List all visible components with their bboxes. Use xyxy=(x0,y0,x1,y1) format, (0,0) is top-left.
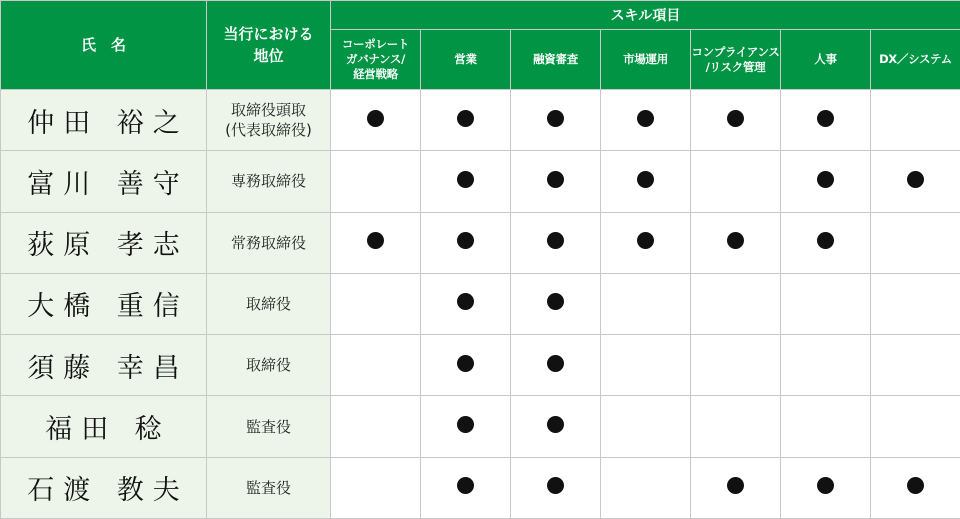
skill-cell xyxy=(421,457,511,518)
skill-cell xyxy=(421,396,511,457)
filled-circle-icon xyxy=(547,293,564,310)
skill-cell xyxy=(781,396,871,457)
skill-cell xyxy=(331,457,421,518)
skill-cell xyxy=(871,273,960,334)
skill-cell xyxy=(601,457,691,518)
skill-header-line: /リスク管理 xyxy=(705,59,766,74)
skill-cell xyxy=(781,335,871,396)
person-position xyxy=(207,151,331,212)
position-line1: 専務取締役 xyxy=(230,172,306,191)
table-row xyxy=(1,151,960,212)
skill-cell xyxy=(421,90,511,151)
skill-cell xyxy=(781,90,871,151)
skill-cell xyxy=(601,151,691,212)
header-row-top xyxy=(1,1,960,30)
filled-circle-icon xyxy=(547,477,564,494)
filled-circle-icon xyxy=(727,477,744,494)
role-header-line2: 地位 xyxy=(253,47,284,65)
person-name: 福田 稔 xyxy=(1,396,207,457)
role-column-header xyxy=(207,1,331,90)
position-line1: 常務取締役 xyxy=(230,233,306,252)
skill-cell xyxy=(511,457,601,518)
skill-header-line: 融資審査 xyxy=(533,52,578,66)
skill-cell xyxy=(691,212,781,273)
person-position xyxy=(207,396,331,457)
filled-circle-icon xyxy=(367,110,384,127)
skill-cell xyxy=(601,273,691,334)
filled-circle-icon xyxy=(637,232,654,249)
person-position xyxy=(207,212,331,273)
position-line2: (代表取締役) xyxy=(225,121,312,140)
person-name: 須藤 幸昌 xyxy=(1,335,207,396)
skill-header-hr xyxy=(781,30,871,90)
table-row xyxy=(1,457,960,518)
person-name: 荻原 孝志 xyxy=(1,212,207,273)
skill-cell xyxy=(511,212,601,273)
skill-header-line: DX／システム xyxy=(879,52,952,66)
skill-cell xyxy=(421,212,511,273)
skill-cell xyxy=(331,335,421,396)
skill-cell xyxy=(511,151,601,212)
filled-circle-icon xyxy=(637,171,654,188)
skill-cell xyxy=(601,212,691,273)
filled-circle-icon xyxy=(457,477,474,494)
filled-circle-icon xyxy=(817,110,834,127)
person-name: 石渡 教夫 xyxy=(1,457,207,518)
skill-header-dx-systems xyxy=(871,30,960,90)
skill-cell xyxy=(871,396,960,457)
filled-circle-icon xyxy=(907,171,924,188)
skill-cell xyxy=(331,151,421,212)
filled-circle-icon xyxy=(457,110,474,127)
person-position xyxy=(207,90,331,151)
skill-cell xyxy=(691,151,781,212)
person-name: 富川 善守 xyxy=(1,151,207,212)
filled-circle-icon xyxy=(817,171,834,188)
person-position xyxy=(207,335,331,396)
skill-header-line: コーポレート xyxy=(341,37,410,51)
person-name: 大橋 重信 xyxy=(1,273,207,334)
skill-header-compliance xyxy=(691,30,781,90)
matrix-body xyxy=(1,90,960,519)
position-line1: 取締役頭取 xyxy=(230,101,306,120)
person-position xyxy=(207,457,331,518)
position-line1: 監査役 xyxy=(245,478,291,497)
table-row xyxy=(1,90,960,151)
skills-group-header: スキル項目 xyxy=(331,1,960,30)
person-name: 仲田 裕之 xyxy=(1,90,207,151)
skill-cell xyxy=(871,457,960,518)
skill-cell xyxy=(601,90,691,151)
skill-cell xyxy=(871,335,960,396)
skill-header-line: ガバナンス/ xyxy=(346,52,405,66)
skill-cell xyxy=(781,457,871,518)
skill-header-credit-review xyxy=(511,30,601,90)
skill-cell xyxy=(511,396,601,457)
skill-cell xyxy=(331,396,421,457)
filled-circle-icon xyxy=(457,171,474,188)
skill-cell xyxy=(331,273,421,334)
skill-cell xyxy=(781,273,871,334)
skill-cell xyxy=(871,151,960,212)
filled-circle-icon xyxy=(907,477,924,494)
person-position xyxy=(207,273,331,334)
skill-header-line: 営業 xyxy=(454,52,477,66)
skill-cell xyxy=(331,212,421,273)
filled-circle-icon xyxy=(457,416,474,433)
table-row xyxy=(1,396,960,457)
filled-circle-icon xyxy=(817,477,834,494)
filled-circle-icon xyxy=(547,171,564,188)
table-row xyxy=(1,335,960,396)
filled-circle-icon xyxy=(547,355,564,372)
skill-cell xyxy=(421,273,511,334)
name-column-header: 氏 名 xyxy=(1,1,207,90)
skill-cell xyxy=(511,273,601,334)
table-row xyxy=(1,212,960,273)
skill-header-governance xyxy=(331,30,421,90)
skill-header-line: コンプライアンス xyxy=(691,44,780,59)
skill-cell xyxy=(781,151,871,212)
filled-circle-icon xyxy=(817,232,834,249)
skill-header-line: 経営戦略 xyxy=(353,67,398,81)
skill-cell xyxy=(871,90,960,151)
skill-cell xyxy=(691,273,781,334)
skill-cell xyxy=(691,335,781,396)
skill-header-sales xyxy=(421,30,511,90)
filled-circle-icon xyxy=(457,355,474,372)
filled-circle-icon xyxy=(727,232,744,249)
skill-cell xyxy=(601,396,691,457)
skill-header-line: 市場運用 xyxy=(623,52,668,66)
skill-cell xyxy=(781,212,871,273)
filled-circle-icon xyxy=(547,110,564,127)
filled-circle-icon xyxy=(457,293,474,310)
skill-cell xyxy=(691,90,781,151)
position-line1: 取締役 xyxy=(245,294,291,313)
skill-cell xyxy=(421,335,511,396)
skill-cell xyxy=(421,151,511,212)
skill-cell xyxy=(691,457,781,518)
skill-cell xyxy=(331,90,421,151)
skill-cell xyxy=(871,212,960,273)
filled-circle-icon xyxy=(457,232,474,249)
filled-circle-icon xyxy=(547,232,564,249)
skill-cell xyxy=(601,335,691,396)
filled-circle-icon xyxy=(727,110,744,127)
skill-header-line: 人事 xyxy=(814,52,837,66)
position-line1: 監査役 xyxy=(245,417,291,436)
filled-circle-icon xyxy=(547,416,564,433)
skill-header-market-operations xyxy=(601,30,691,90)
filled-circle-icon xyxy=(637,110,654,127)
skill-cell xyxy=(691,396,781,457)
role-header-line1: 当行における xyxy=(223,25,314,43)
skill-cell xyxy=(511,90,601,151)
position-line1: 取締役 xyxy=(245,356,291,375)
table-row xyxy=(1,273,960,334)
filled-circle-icon xyxy=(367,232,384,249)
skill-cell xyxy=(511,335,601,396)
